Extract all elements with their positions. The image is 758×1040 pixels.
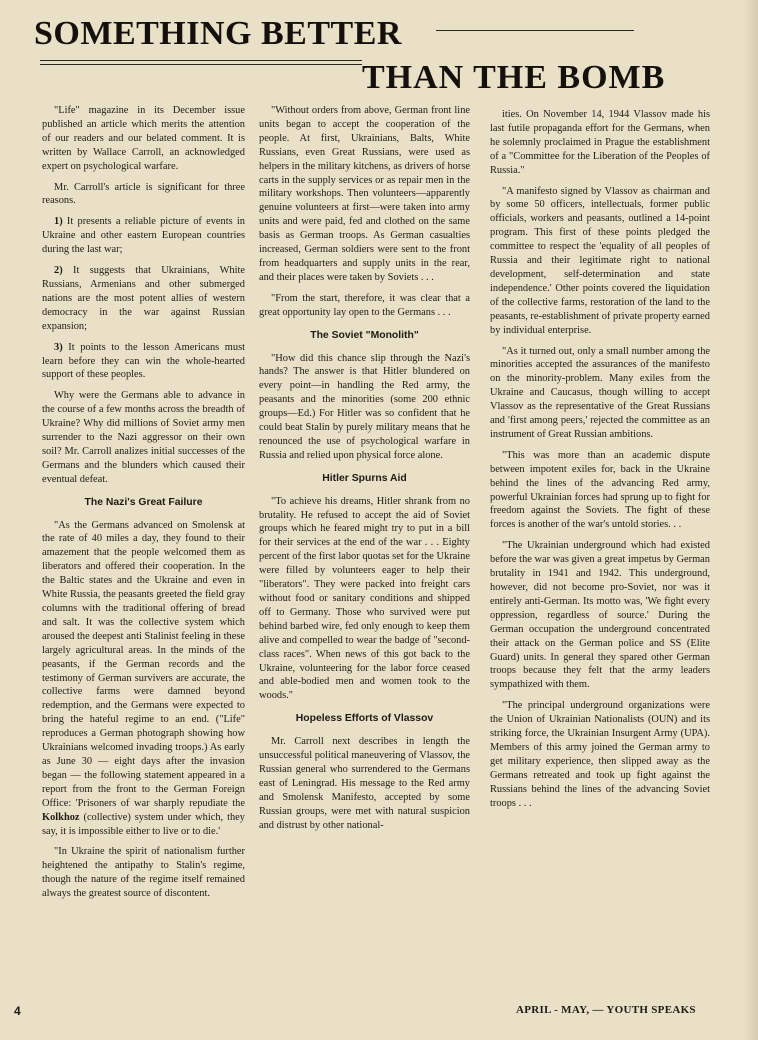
reason-number: 3) [54,341,63,353]
headline-line-2: THAN THE BOMB [362,59,666,96]
article-column-2 [259,104,470,840]
paragraph: "The Ukrainian underground which had existed before the war was given a great impetus by German brutality in 1941 and 1942. This underground, however, did not become pro-Soviet, nor was it entirely anti-German. Its motto was, 'We fight every oppression, regardless of source.' During the German occupation the underground concentrated their attack on the German police and SS (Elite Guard) units. In general they spared other German troops because they felt that the army leaders sympathized with them. [490,540,710,691]
headline-line-1: SOMETHING BETTER [34,15,402,52]
paper-edge-shadow [744,0,758,1040]
paragraph-text: "As the Germans advanced on Smolensk at the rate of 40 miles a day, they found to their amazement that the people welcomed them as liberators and offered their cooperation. In the the Baltic states and the Ukraine and even in White Russia, the peasants greeted the field gray columns with the traditional offering of bread and salt. It was the collective system which aroused the deepest anti Stalinist feeling in these largely agricultural areas. In the minds of the peasants, if the German records and the testimony of German survivers are accurate, the collective farms were damned beyond redemption, and the Germans were expected to bring the hateful regime to an end. ("Life" reproduces a German photograph showing how Ukrainians welcomed invading troops.) As early as June 30 — eight days after the invasion began — the following statement appeared in a report from the front to the German Foreign Office: 'Prisoners of war sharply repudiate the [42,519,245,809]
paragraph: "How did this chance slip through the Nazi's hands? The answer is that Hitler blundered on every point—in handling the Red army, the peasants and the minorities (some 200 ethnic groups—Ed.) For Hitler was so confident that he could beat Stalin by purely military means that he renounced the use of psychological warfare in Russia and relied upon physical force alone. [259,352,470,461]
paragraph: "Life" magazine in its December issue published an article which merits the attention of our readers and our belated comment. It is written by Wallace Carroll, an acknowledged expert on psychological warfare. [42,105,245,172]
article-column-1 [42,104,245,908]
headline-rule-top [436,30,634,31]
paragraph: "Without orders from above, German front line units began to accept the cooperation of the people. At first, Ukrainians, Balts, White Russians, even Great Russians, were used as helpers in the military kitchens, as drivers of horse carts in the supply services or as repair men in the military workshops. Then volunteers—apparently genuine volunteers at first—were taken into army units and were paid, fed and clothed on the same basis as German troops. As German casualties increased, German soldiers were sent to the front from headquarters and supply units in the rear, and their places were taken by Soviets . . . [259,105,470,283]
paragraph: "As it turned out, only a small number among the minorities accepted the assurances of the manifesto on the minority-problem. Many exiles from the Ukraine and Caucasus, though willing to accept Vlassov as the representative of the Great Russians and 'first among peers,' rejected the committee as an instrument of Great Russian ambitions. [490,345,710,440]
paragraph: "A manifesto signed by Vlassov as chairman and by some 50 officers, intellectuals, former public officials, workers and peasants, outlined a 14-point program. This first of these points pledged the committee to respect the 'equality of all peoples of Russia and their legitimate right to national development, self-determination and state independence.' Other points covered the liquidation of the collective farms, restoration of the land to the peasants, re-establishment of private property earned by individual enterprise. [490,185,710,336]
paragraph: "From the start, therefore, it was clear that a great opportunity lay open to the Germans . . . [259,292,470,318]
reason-number: 1) [54,216,63,228]
reason-item [42,341,245,383]
section-heading: Hitler Spurns Aid [322,472,407,484]
reason-number: 2) [54,265,63,277]
reason-text: It points to the lesson Americans must learn before they can win the whole-hearted support of these peoples. [42,341,245,381]
page-number: 4 [14,1004,21,1018]
paragraph: ities. On November 14, 1944 Vlassov made his last futile propaganda effort for the Germans, when he solemnly proclaimed in Prague the establishment of a "Committee for the Liberation of the Peoples of Russia." [490,109,710,176]
headline-rule-bottom-thin [40,64,362,65]
section-heading: Hopeless Efforts of Vlassov [295,713,434,725]
paragraph: Why were the Germans able to advance in the course of a few months across the breadth of Ukraine? Why did millions of Soviet army men surrender to the Nazi aggressor on their own soil? Mr. Carroll analizes initial successes of the Germans and the blunders which caused their eventual defeat. [42,390,245,485]
reason-text: It presents a reliable picture of events in Ukraine and other eastern European countries during the last war; [42,216,245,256]
reason-item [42,215,245,257]
paragraph: Mr. Carroll's article is significant for three reasons. [42,181,245,207]
paragraph [42,519,245,839]
section-heading: The Soviet "Monolith" [310,329,419,341]
paragraph: "In Ukraine the spirit of nationalism further heightened the antipathy to Stalin's regime, though the nature of the regime itself remained always the greatest source of discontent. [42,846,245,900]
article-column-3 [490,108,710,818]
paragraph: "To achieve his dreams, Hitler shrank from no brutality. He refused to accept the aid of Soviet groups which he feared might try to put in a bill for their services at the end of the war . . . Eighty percent of the first labor quotas set for the Ukraine were filled by volunteers eager to help their "liberators". They were packed into freight cars without food or sanitary conditions and shipped off to Germany. Those who survived were put behind barbed wire, fed only enough to keep them alive and compelled to wear the badge of "second-class races". When news of this got back to the Ukraine, volunteering for the labor force ceased and able-bodied men and women took to the woods." [259,495,470,702]
paragraph-text: (collective) system under which, they say, it is impossible either to live or to die.' [42,811,245,837]
kolkhoz-term: Kolkhoz [42,811,80,823]
reason-item [42,264,245,334]
issue-footer: APRIL - MAY, — YOUTH SPEAKS [516,1004,696,1016]
section-heading: The Nazi's Great Failure [84,496,203,508]
reason-text: It suggests that Ukrainians, White Russians, Armenians and other submerged nations are the most potent allies of western democracy in the war against Russian expansion; [42,265,245,332]
headline-rule-bottom [40,60,362,61]
paragraph: Mr. Carroll next describes in length the unsuccessful political maneuvering of Vlassov, the Russian general who surrendered to the Germans east of Leningrad. His message to the Red army and Smolensk Manifesto, accepted by some Russian groups, were met with natural suspicion and distrust by other national- [259,736,470,831]
paragraph: "This was more than an academic dispute between impotent exiles for, back in the Ukraine behind the lines of the advancing Red army, powerful Ukrainian forces had sprung up to fight for freedom against the Soviets. The fight of these forces is another of the war's untold stories. . . [490,449,710,531]
paragraph: "The principal underground organizations were the Union of Ukrainian Nationalists (OUN) and its striking force, the Ukrainian Insurgent Army (UPA). Members of this army joined the German army to get military experience, then slipped away as the Germans retreated and took up fight against the Russians behind the lines of the advancing Soviet troops . . . [490,700,710,809]
